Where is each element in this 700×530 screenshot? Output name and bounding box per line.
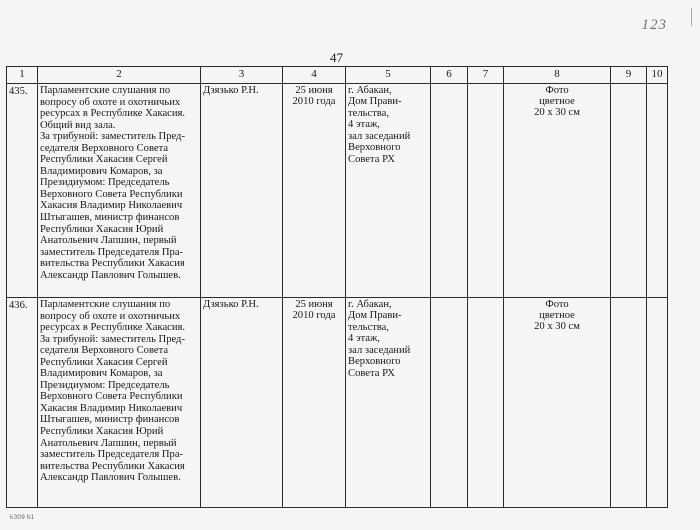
place-line: Верховного — [348, 356, 401, 368]
place-line: Дом Прави- — [348, 310, 402, 322]
record-column-6 — [431, 84, 468, 298]
description-line: Президиумом: Председатель — [40, 379, 170, 391]
corner-mark — [691, 8, 692, 26]
description-line: Штыгашев, министр финансов — [40, 212, 180, 224]
description-line: Верховного Совета Республики — [40, 391, 183, 403]
record-column-10 — [647, 84, 668, 298]
record-column-9 — [611, 84, 647, 298]
place-line: зал заседаний — [348, 130, 411, 142]
record-place — [346, 84, 431, 298]
table-row — [7, 84, 668, 298]
description-line: вительства Республики Хакасия — [40, 460, 185, 472]
format-line: 20 х 30 см — [534, 107, 580, 119]
archive-number: 123 — [641, 17, 667, 33]
place-line: зал заседаний — [348, 344, 411, 356]
record-format — [504, 298, 611, 508]
description-line: вительства Республики Хакасия — [40, 258, 185, 270]
place-line: г. Абакан, — [348, 299, 392, 310]
table-header-row — [7, 67, 668, 84]
record-author: Дзязько Р.Н. — [201, 84, 283, 298]
date-line: 2010 года — [292, 96, 336, 108]
place-line: тельства, — [348, 107, 389, 119]
footer-mark: k309 b1 — [10, 514, 35, 521]
record-date — [283, 84, 346, 298]
format-line: цветное — [539, 96, 575, 108]
format-line: 20 х 30 см — [534, 321, 580, 333]
place-line: Совета РХ — [348, 367, 395, 379]
description-line: Республики Хакасия Сергей — [40, 154, 168, 166]
record-column-6 — [431, 298, 468, 508]
description-line: Парламентские слушания по — [40, 299, 171, 310]
catalog-table — [6, 66, 668, 508]
description-line: Александр Павлович Голышев. — [40, 269, 181, 281]
date-line: 25 июня — [295, 85, 333, 96]
column-header-4: 4 — [283, 67, 346, 84]
date-line: 25 июня — [295, 299, 333, 310]
column-header-2: 2 — [38, 67, 201, 84]
description-line: заместитель Председателя Пра- — [40, 246, 184, 258]
description-line: Анатольевич Лапшин, первый — [40, 235, 177, 247]
description-line: Владимирович Комаров, за — [40, 165, 163, 177]
description-line: За трибуной: заместитель Пред- — [40, 333, 185, 345]
place-line: тельства, — [348, 321, 389, 333]
place-line: Дом Прави- — [348, 96, 402, 108]
column-header-6: 6 — [431, 67, 468, 84]
description-line: седателя Верховного Совета — [40, 142, 169, 154]
description-line: Анатольевич Лапшин, первый — [40, 437, 177, 449]
record-date — [283, 298, 346, 508]
table-row — [7, 298, 668, 508]
description-line: Верховного Совета Республики — [40, 188, 183, 200]
column-header-10: 10 — [647, 67, 668, 84]
place-line: Верховного — [348, 142, 401, 154]
catalog-table-wrapper — [6, 66, 667, 506]
format-line: Фото — [545, 85, 569, 96]
record-author: Дзязько Р.Н. — [201, 298, 283, 508]
description-line: Штыгашев, министр финансов — [40, 414, 180, 426]
record-place — [346, 298, 431, 508]
description-line: Хакасия Владимир Николаевич — [40, 402, 183, 414]
description-line: седателя Верховного Совета — [40, 345, 169, 357]
record-column-9 — [611, 298, 647, 508]
format-line: Фото — [545, 299, 569, 310]
description-line: Республики Хакасия Сергей — [40, 356, 168, 368]
record-description — [38, 84, 201, 298]
record-column-7 — [468, 298, 504, 508]
column-header-8: 8 — [504, 67, 611, 84]
record-number: 436. — [7, 298, 38, 508]
column-header-5: 5 — [346, 67, 431, 84]
place-line: Совета РХ — [348, 153, 395, 165]
description-line: Парламентские слушания по — [40, 85, 171, 96]
description-line: Хакасия Владимир Николаевич — [40, 200, 183, 212]
description-line: ресурсах в Республике Хакасия. — [40, 108, 186, 120]
place-line: г. Абакан, — [348, 85, 392, 96]
description-line: Общий вид зала. — [40, 119, 116, 131]
page-number: 47 — [330, 50, 343, 65]
description-line: Республики Хакасия Юрий — [40, 223, 164, 235]
column-header-1: 1 — [7, 67, 38, 84]
place-line: 4 этаж, — [348, 119, 380, 131]
record-description — [38, 298, 201, 508]
description-line: Президиумом: Председатель — [40, 177, 170, 189]
column-header-9: 9 — [611, 67, 647, 84]
description-line: Республики Хакасия Юрий — [40, 426, 164, 438]
record-column-10 — [647, 298, 668, 508]
description-line: Александр Павлович Голышев. — [40, 472, 181, 484]
date-line: 2010 года — [292, 310, 336, 322]
format-line: цветное — [539, 310, 575, 322]
description-line: За трибуной: заместитель Пред- — [40, 131, 185, 143]
description-line: ресурсах в Республике Хакасия. — [40, 322, 186, 334]
record-number: 435. — [7, 84, 38, 298]
description-line: вопросу об охоте и охотничьих — [40, 310, 181, 322]
place-line: 4 этаж, — [348, 333, 380, 345]
description-line: Владимирович Комаров, за — [40, 368, 163, 380]
description-line: вопросу об охоте и охотничьих — [40, 96, 181, 108]
column-header-7: 7 — [468, 67, 504, 84]
record-format — [504, 84, 611, 298]
record-column-7 — [468, 84, 504, 298]
column-header-3: 3 — [201, 67, 283, 84]
description-line: заместитель Председателя Пра- — [40, 449, 184, 461]
